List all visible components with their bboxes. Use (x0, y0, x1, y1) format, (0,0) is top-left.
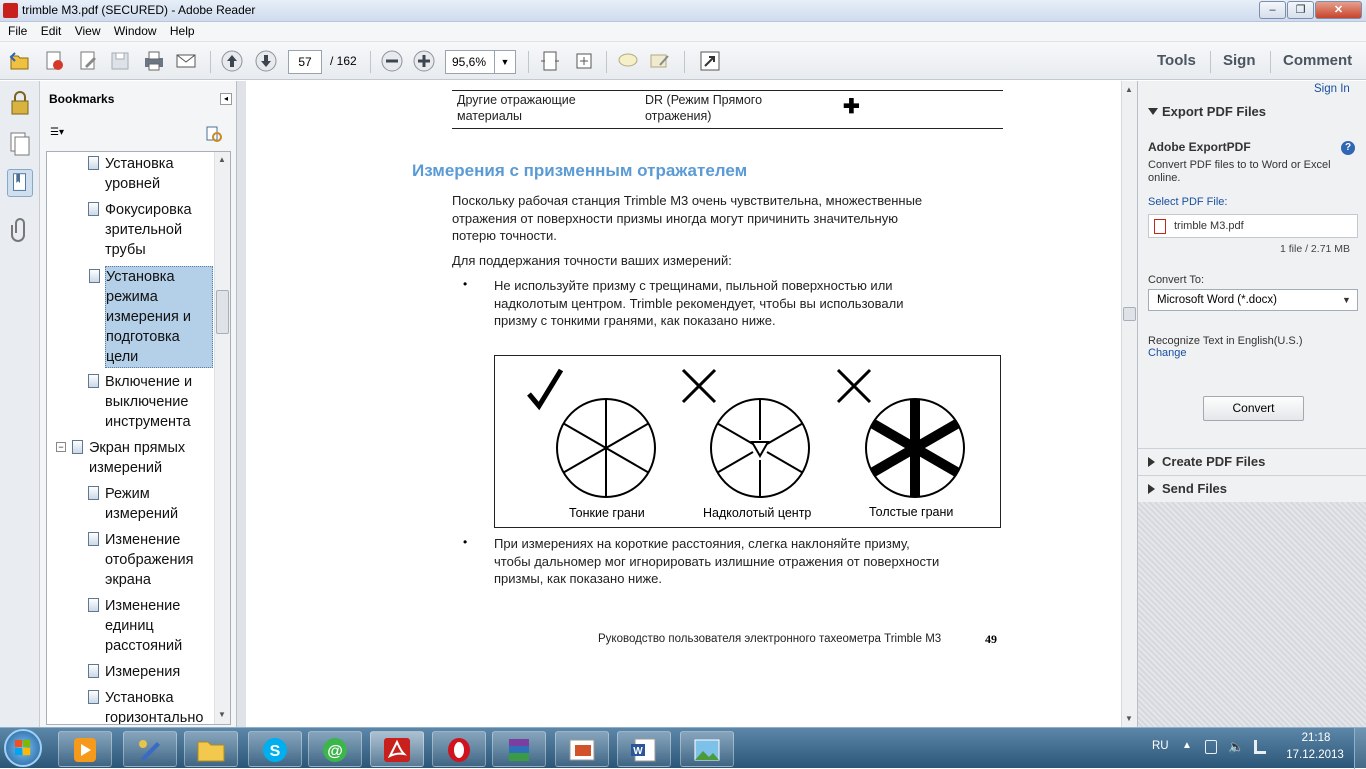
collapse-toggle-icon[interactable]: − (56, 442, 66, 452)
page-footer: Руководство пользователя электронного тахеометра Trimble M3 (598, 633, 942, 645)
separator (1270, 51, 1271, 73)
bookmark-label-line: расстояний (105, 638, 183, 654)
panel-splitter[interactable] (237, 81, 246, 727)
section-heading: Измерения с призменным отражателем (412, 161, 748, 180)
navigation-rail (0, 81, 40, 727)
bookmarks-scrollbar[interactable] (214, 152, 230, 724)
paragraph: Для поддержания точности ваших измерений: (452, 253, 732, 268)
close-button[interactable]: ✕ (1315, 1, 1362, 19)
opera-taskbar-button[interactable] (432, 731, 486, 767)
bookmark-label-line: режима (106, 289, 158, 305)
separator (528, 51, 529, 73)
email-icon[interactable] (174, 49, 198, 73)
bookmark-label-line: Включение и (105, 374, 193, 390)
media-player-taskbar-button[interactable] (58, 731, 112, 767)
bookmarks-header (40, 81, 237, 119)
page-number: 49 (985, 632, 997, 646)
bookmark-label-line: Изменение (105, 532, 181, 548)
svg-text:S: S (269, 743, 281, 760)
chipped-center-prism (711, 399, 809, 497)
separator (1210, 51, 1211, 73)
bookmark-label-line: Режим (105, 486, 150, 502)
comment-note-icon[interactable] (616, 49, 640, 73)
zoom-level-input[interactable]: 95,6% (445, 50, 495, 74)
bookmark-label-line: Изменение (105, 598, 181, 614)
toolbar (0, 42, 1366, 80)
bookmark-icon (88, 486, 99, 500)
bookmark-icon (88, 664, 99, 678)
svg-text:@: @ (327, 743, 343, 760)
scroll-up-icon[interactable]: ▲ (1125, 85, 1133, 94)
bookmark-label-line: горизонтально (105, 710, 204, 725)
create-pdf-section-header[interactable]: Create PDF Files (1138, 448, 1366, 474)
bookmarks-tab-icon[interactable] (7, 169, 33, 197)
previous-page-icon[interactable] (220, 49, 244, 73)
mail-agent-taskbar-button[interactable] (308, 731, 362, 767)
collapse-panel-icon[interactable]: ◂ (220, 93, 232, 105)
page-total: / 162 (330, 54, 357, 68)
bookmark-icon (88, 690, 99, 704)
service-name: Adobe ExportPDF (1148, 140, 1251, 154)
menu-file[interactable]: File (8, 24, 28, 38)
selected-file-name: trimble M3.pdf (1174, 220, 1244, 232)
thick-facets-prism (866, 399, 964, 497)
show-desktop-button[interactable] (1354, 728, 1366, 769)
help-icon[interactable]: ? (1341, 141, 1355, 155)
separator (370, 51, 371, 73)
bookmark-search-icon[interactable] (205, 125, 223, 143)
menu-help[interactable]: Help (169, 24, 195, 38)
table-cell: Другие отражающие материалы (457, 93, 576, 123)
bookmark-label-line: Экран прямых (89, 440, 186, 456)
chevron-down-icon: ▼ (1342, 295, 1351, 305)
bookmark-label-line: инструмента (105, 414, 191, 430)
bookmark-item[interactable] (105, 596, 182, 656)
minimize-button[interactable]: – (1259, 1, 1286, 19)
window-title: trimble M3.pdf (SECURED) - Adobe Reader (22, 3, 256, 17)
separator (606, 51, 607, 73)
next-page-icon[interactable] (254, 49, 278, 73)
change-link[interactable]: Change (1148, 347, 1187, 359)
file-count: 1 file / 2.71 MB (1280, 243, 1351, 255)
expanded-triangle-icon (1148, 108, 1158, 115)
prism-diagram (495, 356, 1000, 527)
start-button[interactable] (4, 729, 42, 767)
bookmark-label-line: измерений (105, 506, 179, 522)
pdf-file-icon (1154, 219, 1166, 234)
bookmark-icon (89, 269, 100, 283)
bookmark-label-line: подготовка (106, 329, 180, 345)
menu-view[interactable]: View (74, 24, 101, 38)
bookmarks-toolbar (40, 121, 237, 149)
bookmark-label-line: трубы (105, 242, 146, 258)
bookmark-label-line: Фокусировка (105, 202, 192, 218)
bookmark-item[interactable] (105, 154, 174, 194)
bookmark-label-line: Установка (106, 269, 175, 285)
open-icon[interactable] (8, 49, 32, 73)
attachments-icon[interactable] (7, 215, 33, 243)
adobe-reader-taskbar-button[interactable] (370, 731, 424, 767)
bookmark-icon (88, 156, 99, 170)
paint-taskbar-button[interactable] (123, 731, 177, 767)
language-indicator[interactable]: RU (1152, 740, 1169, 752)
bookmark-label-line: Установка (105, 690, 174, 706)
bullet-text: При измерениях на короткие расстояния, слегка наклоняйте призму, чтобы дальномер мог игнорировать излишние отражения от поверхности призмы, как показано ниже. (494, 536, 940, 586)
page-number-input[interactable]: 57 (288, 50, 322, 74)
tools-panel (1137, 81, 1366, 727)
pages-thumbnail-icon[interactable] (7, 129, 33, 157)
bookmark-item[interactable] (58, 438, 186, 478)
comment-pane-button[interactable]: Comment (1283, 52, 1353, 69)
bookmark-label-line: зрительной (105, 222, 183, 238)
bookmark-label-line: уровней (105, 176, 161, 192)
paragraph: Поскольку рабочая станция Trimble M3 очень чувствительна, множественные отражения от поверхности призмы иногда могут причинить значительную потерю точности. (452, 193, 923, 243)
create-pdf-icon[interactable] (42, 49, 66, 73)
figure-caption: Толстые грани (869, 505, 954, 519)
options-menu-icon[interactable]: ☰▾ (50, 127, 64, 138)
fit-page-icon[interactable] (538, 49, 562, 73)
bookmarks-panel (40, 81, 237, 727)
bookmark-label-line: Установка (105, 156, 174, 172)
menu-bar (0, 22, 1366, 42)
save-icon[interactable] (108, 49, 132, 73)
collapsed-triangle-icon (1148, 484, 1155, 494)
bullet-text: Не используйте призму с трещинами, пыльной поверхностью или надколотым центром. Trimble рекомендует, чтобы вы использовали призму с тонкими гранями, как показано ниже. (494, 278, 904, 328)
menu-edit[interactable]: Edit (40, 24, 62, 38)
table-rule (452, 128, 1003, 129)
collapsed-triangle-icon (1148, 457, 1155, 467)
print-icon[interactable] (142, 49, 166, 73)
adobe-reader-icon (3, 3, 18, 18)
bookmark-label-line: единиц (105, 618, 154, 634)
bookmark-item[interactable] (105, 688, 203, 725)
document-scrollbar[interactable] (1121, 81, 1137, 727)
safely-remove-icon[interactable] (1205, 740, 1217, 754)
separator (210, 51, 211, 73)
selected-file-box[interactable] (1148, 214, 1358, 238)
tools-pane-button[interactable]: Tools (1157, 52, 1196, 69)
separator (684, 51, 685, 73)
bookmark-label-line: измерения и (106, 309, 191, 325)
scroll-up-icon[interactable]: ▲ (218, 155, 226, 164)
document-view (246, 81, 1121, 727)
title-bar (0, 0, 1366, 22)
zoom-dropdown-icon[interactable]: ▼ (494, 50, 516, 74)
panel-empty-area (1138, 502, 1366, 727)
scroll-down-icon[interactable]: ▼ (218, 710, 226, 719)
bookmark-icon (88, 374, 99, 388)
bookmark-icon (88, 532, 99, 546)
scroll-thumb[interactable] (1123, 307, 1136, 321)
edit-icon[interactable] (76, 49, 100, 73)
bookmark-item[interactable] (105, 662, 180, 682)
bookmark-item[interactable] (105, 530, 193, 590)
svg-text:W: W (633, 746, 643, 757)
skype-taskbar-button[interactable] (248, 731, 302, 767)
table-rule (452, 90, 1003, 91)
zoom-in-icon[interactable] (412, 49, 436, 73)
winrar-taskbar-button[interactable] (492, 731, 546, 767)
bookmark-label-line: Измерения (105, 664, 181, 680)
clock-date[interactable]: 17.12.2013 (1286, 749, 1344, 761)
network-icon[interactable] (1254, 740, 1266, 754)
highlight-icon[interactable] (648, 49, 672, 73)
bookmarks-title: Bookmarks (49, 92, 115, 106)
bullet: • (463, 277, 468, 291)
convert-to-label: Convert To: (1148, 274, 1205, 286)
bookmark-icon (88, 202, 99, 216)
bookmarks-tree (46, 151, 231, 725)
volume-icon[interactable]: 🔈 (1228, 739, 1245, 754)
bookmark-label-line: экрана (105, 572, 151, 588)
bookmark-label-line: выключение (105, 394, 189, 410)
thin-facets-prism (557, 399, 655, 497)
export-pdf-section-header[interactable]: Export PDF Files (1138, 99, 1366, 125)
sign-in-link[interactable]: Sign In (1314, 83, 1350, 95)
bookmark-icon (88, 598, 99, 612)
bullet: • (463, 535, 468, 549)
photo-viewer-taskbar-button[interactable] (680, 731, 734, 767)
scroll-down-icon[interactable]: ▼ (1125, 714, 1133, 723)
prism-figure (494, 355, 1001, 528)
lock-icon[interactable] (7, 89, 33, 117)
plus-mark-icon: ✚ (843, 96, 860, 118)
scroll-thumb[interactable] (216, 290, 229, 334)
recognize-text-label: Recognize Text in English(U.S.) (1148, 335, 1303, 347)
send-files-section-header[interactable]: Send Files (1138, 475, 1366, 501)
sign-pane-button[interactable]: Sign (1223, 52, 1256, 69)
fit-width-icon[interactable] (572, 49, 596, 73)
word-taskbar-button[interactable] (617, 731, 671, 767)
figure-caption: Надколотый центр (703, 506, 812, 520)
windows-logo-icon (6, 731, 40, 765)
table-cell: DR (Режим Прямого отражения) (645, 93, 763, 123)
figure-caption: Тонкие грани (569, 506, 645, 520)
bookmark-label-line: отображения (105, 552, 194, 568)
bookmark-item[interactable] (105, 372, 192, 432)
taskbar (0, 727, 1366, 768)
full-screen-icon[interactable] (698, 49, 722, 73)
bookmark-label-line: цели (106, 349, 139, 365)
convert-button[interactable]: Convert (1203, 396, 1304, 421)
clock-time[interactable]: 21:18 (1301, 732, 1331, 744)
zoom-out-icon[interactable] (380, 49, 404, 73)
export-description: Convert PDF files to to Word or Excel online. (1148, 159, 1331, 184)
explorer-taskbar-button[interactable] (184, 731, 238, 767)
bookmark-item[interactable] (105, 484, 178, 524)
maximize-button[interactable]: ❐ (1287, 1, 1314, 19)
bookmark-label-line: измерений (89, 460, 163, 476)
presentation-taskbar-button[interactable] (555, 731, 609, 767)
format-select-value: Microsoft Word (*.docx) (1157, 294, 1277, 306)
select-pdf-label: Select PDF File: (1148, 196, 1228, 208)
bookmark-item-selected[interactable] (105, 266, 213, 368)
bookmark-icon (72, 440, 83, 454)
show-hidden-icons-icon[interactable]: ▲ (1182, 740, 1192, 751)
format-select[interactable] (1148, 289, 1358, 311)
bookmark-item[interactable] (105, 200, 192, 260)
menu-window[interactable]: Window (113, 24, 157, 38)
